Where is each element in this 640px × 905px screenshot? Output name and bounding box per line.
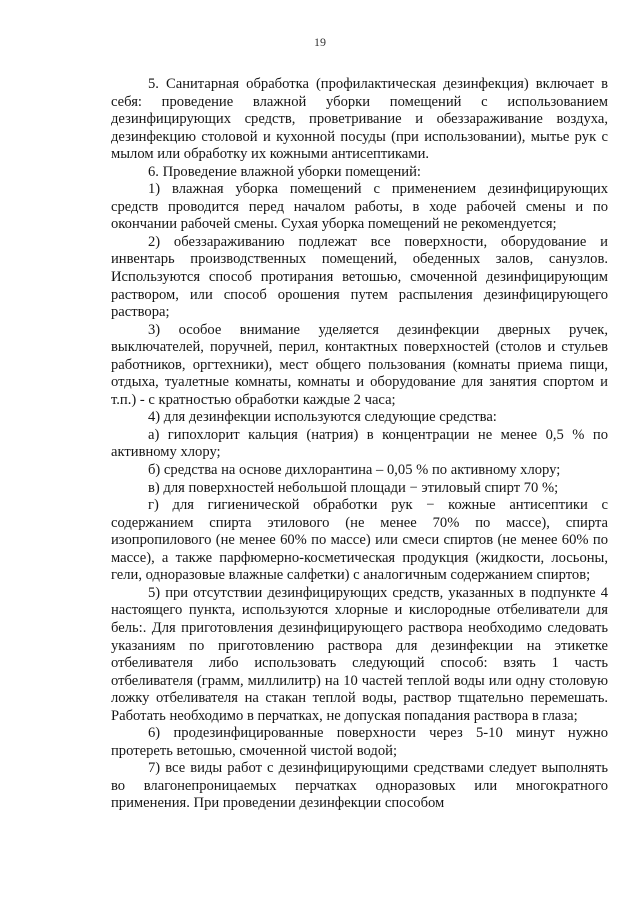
paragraph-item-1: 1) влажная уборка помещений с применением дезинфицирующих средств проводится перед началом работы, в ходе рабочей смены и по окончании рабочей смены. Сухая уборка помещений не рекомендуется; — [111, 181, 608, 233]
paragraph-subitem-a: а) гипохлорит кальция (натрия) в концентрации не менее 0,5 % по активному хлору; — [111, 426, 608, 461]
paragraph-item-7: 7) все виды работ с дезинфицирующими средствами следует выполнять во влагонепроницаемых перчатках одноразовых или многократного применения. При проведении дезинфекции способом — [111, 760, 608, 812]
paragraph-subitem-g: г) для гигиенической обработки рук − кожные антисептики с содержанием спирта этилового (не менее 70% по массе), спирта изопропилового (не менее 60% по массе) или смеси спиртов (не менее 60% по массе), а также парфюмерно-косметическая продукция (жидкости, лосьоны, гели, одноразовые влажные салфетки) с аналогичным содержанием спиртов; — [111, 497, 608, 584]
paragraph-item-2: 2) обеззараживанию подлежат все поверхности, оборудование и инвентарь производственных помещений, обеденных залов, санузлов. Используются способ протирания ветошью, смоченной дезинфицирующим раствором, или способ орошения путем распыления дезинфицирующего раствора; — [111, 233, 608, 321]
paragraph-subitem-v: в) для поверхностей небольшой площади − этиловый спирт 70 %; — [148, 479, 559, 496]
paragraph-wet-cleaning-heading: 6. Проведение влажной уборки помещений: — [148, 163, 421, 180]
paragraph-item-3: 3) особое внимание уделяется дезинфекции дверных ручек, выключателей, поручней, перил, контактных поверхностей (столов и стульев работников, оргтехники), мест общего пользования (комнаты приема пищи, отдыха, туалетные комнаты, комнаты и оборудование для занятия спортом и т.п.) - с кратностью обработки каждые 2 часа; — [111, 321, 608, 408]
paragraph-item-4: 4) для дезинфекции используются следующие средства: — [148, 409, 497, 426]
page-number: 19 — [314, 35, 326, 49]
paragraph-item-6: 6) продезинфицированные поверхности через 5-10 минут нужно протереть ветошью, смоченной чистой водой; — [111, 725, 608, 759]
paragraph-item-5: 5) при отсутствии дезинфицирующих средств, указанных в подпункте 4 настоящего пункта, используются хлорные и кислородные отбеливатели для бель:. Для приготовления дезинфицирующего раствора необходимо следовать указаниям по приготовлению раствора для дезинфекции на этикетке отбеливателя либо использовать следующий способ: взять 1 часть отбеливателя (грамм, миллилитр) на 10 частей теплой воды или одну столовую ложку отбеливателя на стакан теплой воды, раствор тщательно перемешать. Работать необходимо в перчатках, не допуская попадания раствора в глаза; — [111, 584, 608, 724]
paragraph-subitem-b: б) средства на основе дихлорантина – 0,05 % по активному хлору; — [148, 462, 561, 479]
paragraph-sanitary-treatment: 5. Санитарная обработка (профилактическая дезинфекция) включает в себя: проведение влажной уборки помещений с использованием дезинфицирующих средств, проветривание и обеззараживание воздуха, дезинфекцию столовой и кухонной посуды (при использовании), мытье рук с мылом или обработку их кожными антисептиками. — [111, 76, 608, 163]
document-body — [111, 76, 608, 813]
